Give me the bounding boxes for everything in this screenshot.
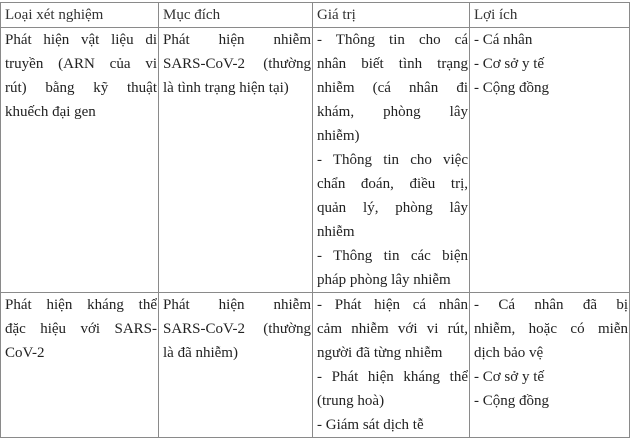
cell-line: - Cơ sở y tế [474, 56, 545, 72]
cell-line: SARS-CoV-2 (thường [163, 56, 311, 72]
cell-line: nhiễm, hoặc có miễn [474, 321, 628, 337]
cell-line: Phát hiện nhiễm [163, 297, 311, 313]
cell-line: - Cộng đồng [474, 393, 549, 409]
cell-line: người đã từng nhiễm [317, 345, 443, 361]
cell-line: - Giám sát dịch tễ [317, 417, 424, 433]
cell-line: Phát hiện kháng thể [5, 297, 157, 313]
cell-line: - Thông tin các biện [317, 248, 468, 264]
table-header-row [1, 3, 630, 28]
cell-line: nhân biết tình trạng [317, 56, 468, 72]
cell-line: (trung hoà) [317, 393, 385, 409]
cell-line: - Phát hiện kháng thể [317, 369, 468, 385]
cell-line: nhiễm [317, 224, 355, 240]
cell-value [313, 293, 470, 438]
cell-benefit [470, 28, 630, 293]
cell-line: khám, phòng lây [317, 104, 468, 120]
table-row [1, 28, 630, 293]
cell-value [313, 28, 470, 293]
cell-line: khuếch đại gen [5, 104, 96, 120]
cell-line: rút) bằng kỹ thuật [5, 80, 157, 96]
cell-line: - Cơ sở y tế [474, 369, 545, 385]
header-benefit: Lợi ích [470, 3, 630, 28]
table-row [1, 293, 630, 438]
header-value: Giá trị [313, 3, 470, 28]
cell-line: - Cá nhân [474, 32, 533, 48]
cell-line: dịch bảo vệ [474, 345, 544, 361]
cell-line: Phát hiện nhiễm [163, 32, 311, 48]
cell-line: - Thông tin cho cá [317, 32, 468, 48]
cell-line: là đã nhiễm) [163, 345, 238, 361]
cell-line: CoV-2 [5, 345, 45, 361]
cell-line: chẩn đoán, điều trị, [317, 176, 468, 192]
cell-line: pháp phòng lây nhiễm [317, 272, 451, 288]
cell-line: nhiễm (cá nhân đi [317, 80, 468, 96]
cell-line: - Cá nhân đã bị [474, 297, 628, 313]
cell-line: SARS-CoV-2 (thường [163, 321, 311, 337]
cell-test-type [1, 28, 159, 293]
cell-line: - Thông tin cho việc [317, 152, 468, 168]
cell-benefit [470, 293, 630, 438]
cell-line: đặc hiệu với SARS- [5, 321, 157, 337]
covid-test-table [0, 2, 630, 438]
header-purpose: Mục đích [159, 3, 313, 28]
header-test-type: Loại xét nghiệm [1, 3, 159, 28]
cell-line: Phát hiện vật liệu di [5, 32, 157, 48]
cell-purpose [159, 28, 313, 293]
cell-line: cảm nhiễm với vi rút, [317, 321, 468, 337]
cell-line: quản lý, phòng lây [317, 200, 468, 216]
cell-line: - Cộng đồng [474, 80, 549, 96]
cell-line: là tình trạng hiện tại) [163, 80, 289, 96]
cell-test-type [1, 293, 159, 438]
cell-line: - Phát hiện cá nhân [317, 297, 468, 313]
cell-purpose [159, 293, 313, 438]
cell-line: nhiễm) [317, 128, 360, 144]
cell-line: truyền (ARN của vi [5, 56, 157, 72]
